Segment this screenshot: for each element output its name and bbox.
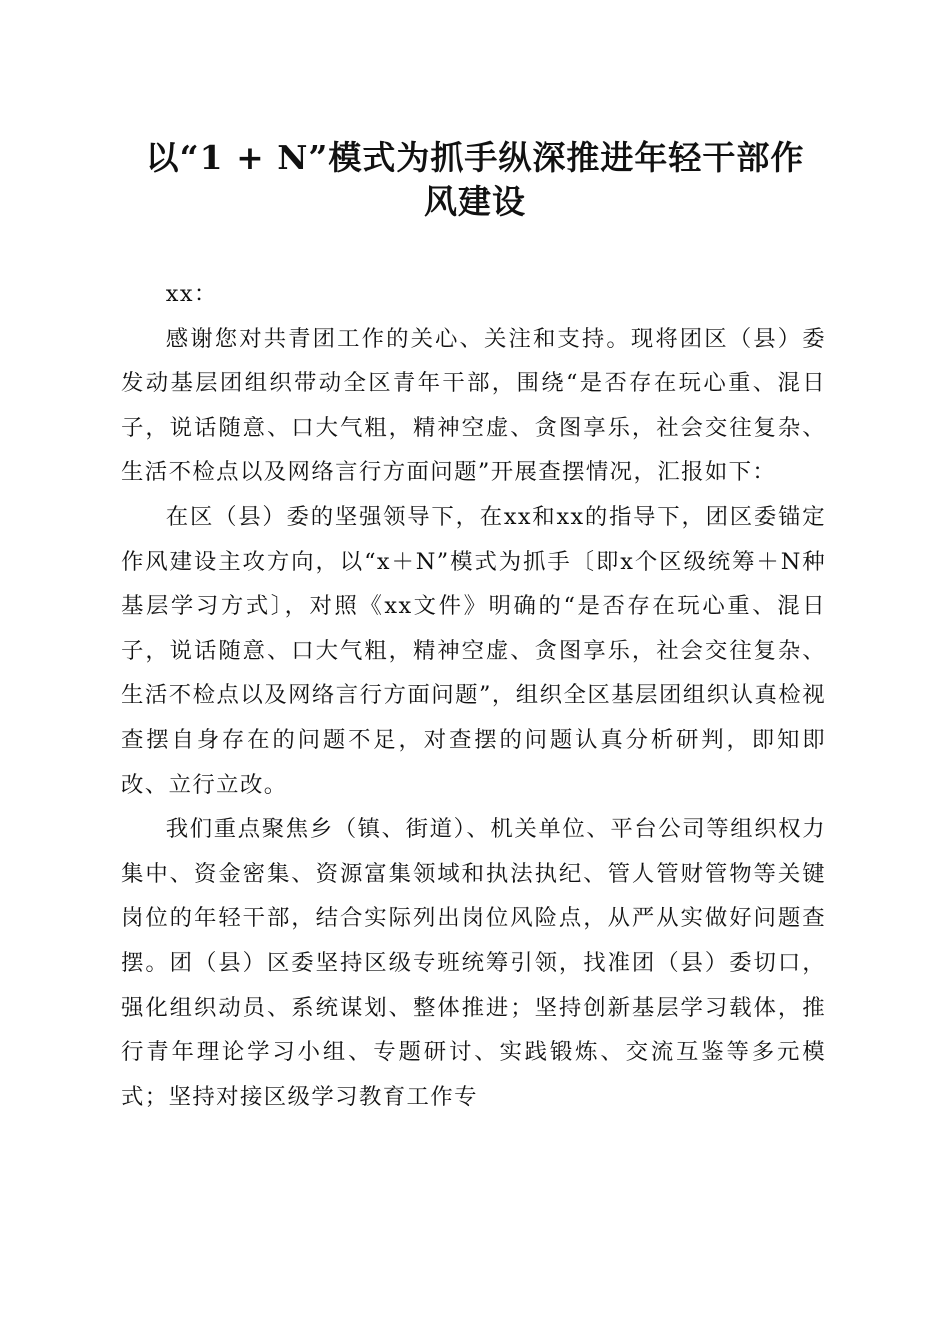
salutation: xx：: [165, 281, 218, 307]
paragraph-1: 感谢您对共青团工作的关心、关注和支持。现将团区（县）委发动基层团组织带动全区青年干部，围绕“是否存在玩心重、混日子，说话随意、口大气粗，精神空虚、贪图享乐，社会交往复杂、生活不检点以及网络言行方面问题”开展查摆情况，汇报如下：: [121, 325, 826, 486]
title-line-1: 以“1 + N”模式为抓手纵深推进年轻干部作: [145, 138, 805, 177]
paragraph-3: 我们重点聚焦乡（镇、街道）、机关单位、平台公司等组织权力集中、资金密集、资源富集领域和执法执纪、管人管财管物等关键岗位的年轻干部，结合实际列出岗位风险点，从严从实做好问题查摆。团（县）区委坚持区级专班统筹引领，找准团（县）委切口，强化组织动员、系统谋划、整体推进；坚持创新基层学习载体，推行青年理论学习小组、专题研讨、实践锻炼、交流互鉴等多元模式；坚持对接区级学习教育工作专: [121, 816, 826, 1110]
document-body: [121, 272, 826, 1119]
paragraph-2: 在区（县）委的坚强领导下，在xx和xx的指导下，团区委锚定作风建设主攻方向，以“x＋N”模式为抓手〔即x个区级统筹＋N种基层学习方式〕，对照《xx文件》明确的“是否存在玩心重、混日子，说话随意、口大气粗，精神空虚、贪图享乐，社会交往复杂、生活不检点以及网络言行方面问题”，组织全区基层团组织认真检视查摆自身存在的问题不足，对查摆的问题认真分析研判，即知即改、立行立改。: [121, 503, 826, 798]
document-title: [120, 136, 830, 224]
title-line-2: 风建设: [424, 182, 526, 221]
